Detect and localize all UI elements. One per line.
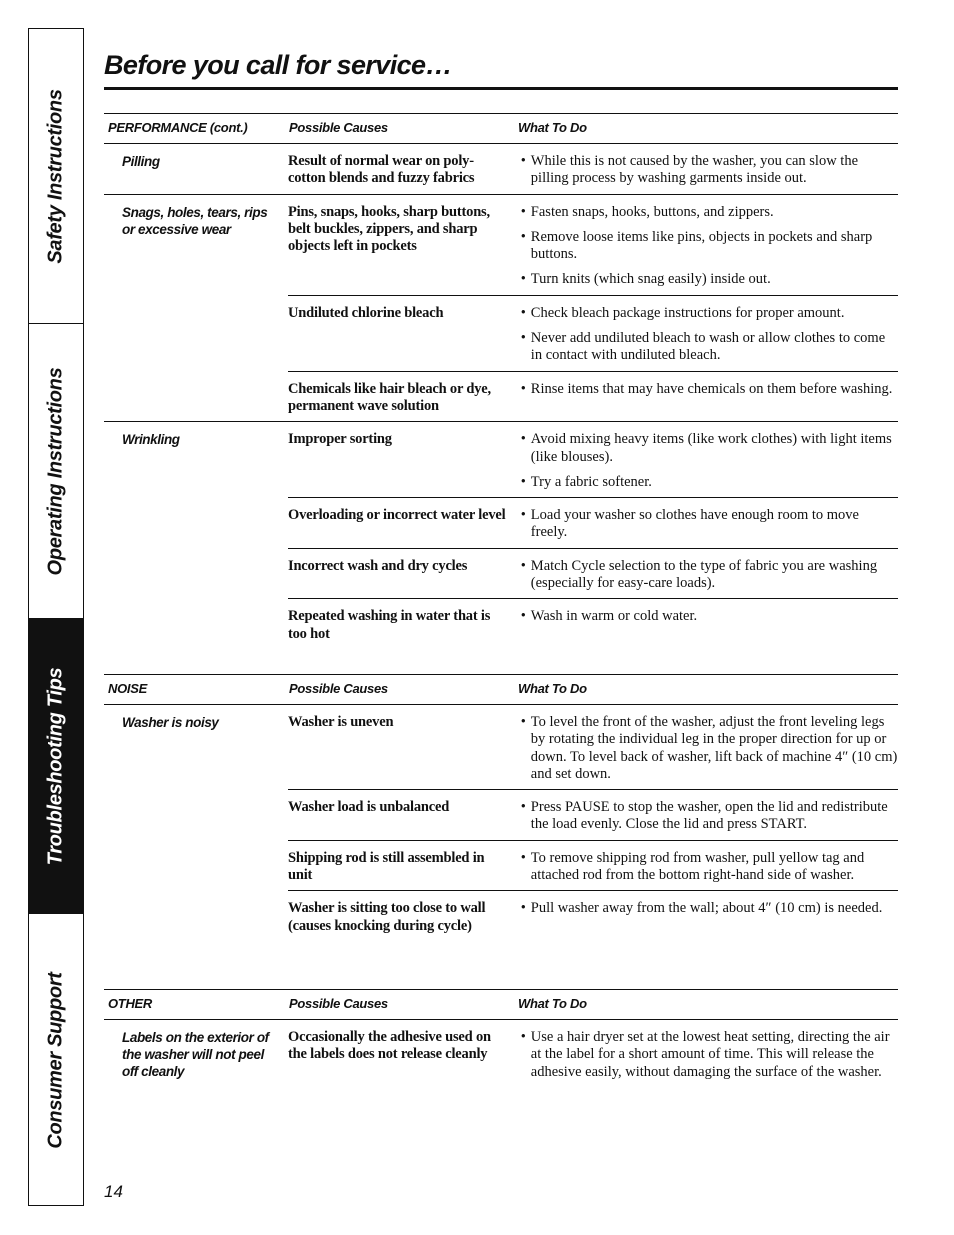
- todo-text: Turn knits (which snag easily) inside out.: [530, 271, 771, 288]
- todo-list: [516, 608, 898, 643]
- bullet-icon: •: [520, 1029, 526, 1045]
- title-rule: [104, 87, 898, 90]
- todo-list: [516, 900, 898, 935]
- header-what-to-do: What To Do: [518, 996, 587, 1011]
- todo-text: Wash in warm or cold water.: [530, 608, 698, 625]
- cause-row: [288, 497, 898, 548]
- todo-list: [516, 850, 898, 885]
- problem-row: [104, 422, 898, 649]
- tab-label: Consumer Support: [44, 972, 67, 1149]
- tab-troubleshooting-tips[interactable]: [29, 619, 83, 914]
- todo-list: [516, 381, 898, 416]
- bullet-icon: •: [520, 304, 526, 321]
- todo-text: Try a fabric softener.: [530, 473, 652, 490]
- todo-text: Avoid mixing heavy items (like work clothes) with light items (like blouses).: [530, 431, 892, 465]
- section-other: [104, 989, 898, 1087]
- problem-label: Washer is noisy: [122, 715, 219, 730]
- todo-list: [516, 204, 898, 289]
- cause-text: Washer is uneven: [288, 714, 394, 730]
- bullet-icon: •: [520, 330, 526, 347]
- bullet-icon: •: [520, 271, 526, 288]
- todo-text: To level the front of the washer, adjust the front leveling legs by rotating the individual leg in the proper direction for up or down. To level back of washer, lift back of machine 4″ (10 cm) and set down.: [530, 714, 898, 782]
- cause-row: [288, 598, 898, 649]
- section-performance: [104, 113, 898, 649]
- cause-row: [288, 705, 898, 789]
- cause-row: [288, 548, 898, 599]
- problem-label: Labels on the exterior of the washer will not peel off cleanly: [122, 1030, 269, 1079]
- todo-text: Pull washer away from the wall; about 4″ (10 cm) is needed.: [530, 900, 883, 917]
- bullet-icon: •: [520, 608, 526, 625]
- cause-text: Undiluted chlorine bleach: [288, 304, 444, 321]
- todo-item: [516, 229, 898, 264]
- header-possible-causes: Possible Causes: [289, 996, 388, 1011]
- table-header: [104, 675, 898, 705]
- cause-text: Incorrect wash and dry cycles: [288, 557, 468, 574]
- header-what-to-do: What To Do: [518, 681, 587, 696]
- problem-label: Snags, holes, tears, rips or excessive wear: [122, 204, 268, 237]
- section-noise: [104, 674, 898, 941]
- causes-list: [288, 1020, 898, 1087]
- cause-text: Repeated washing in water that is too hot: [288, 608, 491, 642]
- header-what-to-do: What To Do: [518, 120, 587, 135]
- problem-label: Pilling: [122, 154, 160, 169]
- todo-list: [516, 507, 898, 542]
- cause-row: [288, 1020, 898, 1087]
- todo-item: [516, 271, 898, 288]
- todo-item: [516, 204, 898, 221]
- todo-list: [516, 558, 898, 593]
- todo-list: [516, 431, 898, 491]
- header-possible-causes: Possible Causes: [289, 681, 388, 696]
- cause-text: Washer is sitting too close to wall (causes knocking during cycle): [288, 900, 486, 934]
- cause-row: [288, 890, 898, 941]
- todo-item: [516, 474, 898, 491]
- tab-operating-instructions[interactable]: [29, 324, 83, 619]
- bullet-icon: •: [520, 900, 526, 917]
- tab-label: Troubleshooting Tips: [44, 667, 67, 865]
- cause-text: Overloading or incorrect water level: [288, 507, 506, 524]
- causes-list: [288, 422, 898, 649]
- bullet-icon: •: [520, 380, 526, 397]
- todo-item: [516, 431, 898, 466]
- todo-item: [516, 305, 898, 322]
- bullet-icon: •: [520, 203, 526, 220]
- cause-text: Result of normal wear on poly-cotton blends and fuzzy fabrics: [288, 153, 475, 187]
- tab-safety-instructions[interactable]: [29, 29, 83, 324]
- todo-list: [516, 799, 898, 834]
- cause-text: Pins, snaps, hooks, sharp buttons, belt buckles, zippers, and sharp objects left in pockets: [288, 203, 490, 255]
- cause-text: Occasionally the adhesive used on the labels does not release cleanly: [288, 1029, 491, 1063]
- bullet-icon: •: [520, 714, 526, 730]
- header-possible-causes: Possible Causes: [289, 120, 388, 135]
- cause-text: Washer load is unbalanced: [288, 799, 450, 816]
- cause-row: [288, 422, 898, 497]
- causes-list: [288, 195, 898, 422]
- problem-row: [104, 144, 898, 195]
- tab-label: Operating Instructions: [44, 367, 67, 575]
- bullet-icon: •: [520, 507, 526, 524]
- header-problem: NOISE: [108, 681, 147, 696]
- todo-list: [516, 153, 898, 188]
- todo-text: Remove loose items like pins, objects in pockets and sharp buttons.: [530, 228, 873, 263]
- todo-text: Match Cycle selection to the type of fabric you are washing (especially for easy-care loads).: [530, 557, 878, 592]
- causes-list: [288, 144, 898, 194]
- todo-item: [516, 850, 898, 885]
- header-problem: OTHER: [108, 996, 153, 1011]
- todo-item: [516, 330, 898, 365]
- cause-row: [288, 371, 898, 422]
- todo-text: Rinse items that may have chemicals on them before washing.: [530, 380, 893, 397]
- todo-item: [516, 799, 898, 834]
- tab-label: Safety Instructions: [44, 88, 67, 264]
- bullet-icon: •: [520, 228, 526, 245]
- bullet-icon: •: [520, 557, 526, 574]
- todo-item: [516, 558, 898, 593]
- todo-item: [516, 900, 898, 917]
- todo-item: [516, 153, 898, 188]
- cause-row: [288, 195, 898, 295]
- table-header: [104, 114, 898, 144]
- todo-text: Use a hair dryer set at the lowest heat setting, directing the air at the label for a short amount of time. This will release the adhesive easily, without damaging the surface of the washer.: [530, 1029, 890, 1080]
- page-number: 14: [104, 1182, 123, 1201]
- todo-item: [516, 507, 898, 542]
- todo-list: [516, 714, 898, 783]
- cause-text: Improper sorting: [288, 431, 392, 448]
- bullet-icon: •: [520, 473, 526, 490]
- todo-item: [516, 381, 898, 398]
- problem-label: Wrinkling: [122, 432, 180, 448]
- todo-item: [516, 1029, 898, 1081]
- problem-row: [104, 1020, 898, 1087]
- side-tabs: [28, 28, 84, 1206]
- bullet-icon: •: [520, 431, 526, 448]
- cause-row: [288, 295, 898, 371]
- todo-text: Load your washer so clothes have enough room to move freely.: [530, 507, 859, 541]
- header-problem: PERFORMANCE (cont.): [108, 120, 248, 135]
- todo-text: Press PAUSE to stop the washer, open the lid and redistribute the load evenly. Close the lid and press START.: [530, 799, 888, 833]
- cause-row: [288, 144, 898, 194]
- page-title: Before you call for service…: [104, 50, 452, 80]
- todo-text: Fasten snaps, hooks, buttons, and zippers.: [530, 203, 774, 220]
- todo-text: While this is not caused by the washer, you can slow the pilling process by washing garments inside out.: [530, 153, 859, 187]
- todo-text: To remove shipping rod from washer, pull yellow tag and attached rod from the bottom right-hand side of washer.: [530, 849, 865, 884]
- todo-list: [516, 305, 898, 365]
- todo-text: Check bleach package instructions for proper amount.: [530, 304, 845, 321]
- cause-text: Chemicals like hair bleach or dye, permanent wave solution: [288, 380, 491, 414]
- bullet-icon: •: [520, 153, 526, 169]
- bullet-icon: •: [520, 799, 526, 816]
- bullet-icon: •: [520, 849, 526, 866]
- todo-text: Never add undiluted bleach to wash or allow clothes to come in contact with undiluted bleach.: [530, 330, 886, 364]
- cause-row: [288, 840, 898, 891]
- table-header: [104, 990, 898, 1020]
- todo-item: [516, 608, 898, 625]
- tab-consumer-support[interactable]: [29, 914, 83, 1207]
- todo-list: [516, 1029, 898, 1081]
- cause-row: [288, 789, 898, 840]
- todo-item: [516, 714, 898, 783]
- problem-row: [104, 705, 898, 941]
- cause-text: Shipping rod is still assembled in unit: [288, 849, 485, 884]
- problem-row: [104, 195, 898, 423]
- causes-list: [288, 705, 898, 941]
